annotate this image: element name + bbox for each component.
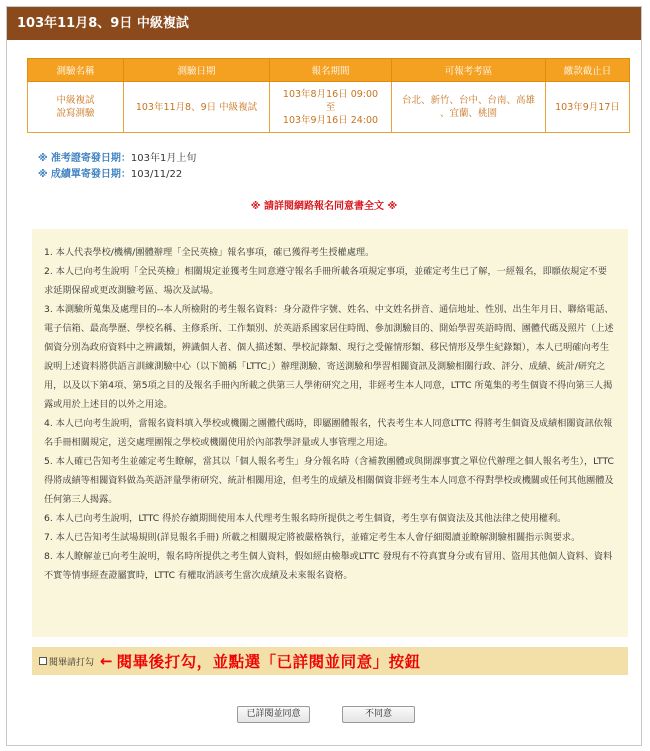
registration-period-cell — [270, 82, 392, 133]
exam-date-cell: 103年11月8、9日 中級複試 — [124, 82, 270, 133]
mailing-dates — [38, 151, 196, 183]
column-header: 報名期間 — [270, 59, 392, 82]
table-header-row — [28, 59, 630, 82]
agreement-text — [32, 229, 628, 637]
column-header: 可報考考區 — [392, 59, 546, 82]
exam-name-line: 中級複試 — [56, 95, 95, 106]
period-to: 至 — [325, 101, 336, 113]
score-date-label: 成績單寄發日期： — [50, 169, 131, 180]
column-header: 測驗名稱 — [28, 59, 124, 82]
agreement-item: 5. 本人確已告知考生並確定考生瞭解，當其以「個人報名考生」身分報名時（含補教團體或與開課事實之單位代辦理之個人報名考生），LTTC 得將成績等相關資料做為英語評量學術研究、統計相關用途，但考生的成績及相關個資非經考生本人同意不得對學校或機關或任何其他團體及任何第三人揭露。 — [44, 456, 614, 505]
table-row — [28, 82, 630, 133]
disagree-button[interactable]: 不同意 — [342, 706, 415, 723]
period-start: 103年8月16日 09:00 — [282, 88, 379, 100]
agreement-item: 8. 本人瞭解並已向考生說明，報名時所提供之考生個人資料，假如經由檢舉或LTTC 發現有不符真實身分或有冒用、盜用其他個人資料、資料不實等情事經查證屬實時，LTTC 有權取消該考生當次成績及未來報名資格。 — [44, 551, 613, 581]
areas-line: 、宜蘭、桃園 — [439, 108, 497, 119]
confirm-row — [32, 647, 628, 675]
agree-button[interactable]: 已詳閱並同意 — [237, 706, 310, 723]
areas-line: 台北、新竹、台中、台南、高雄 — [401, 95, 535, 106]
payment-deadline-cell: 103年9月17日 — [546, 82, 630, 133]
instruction-hint: 閱畢後打勾，並點選「已詳閱並同意」按鈕 — [116, 653, 421, 671]
exam-areas-cell — [392, 82, 546, 133]
agreement-item: 6. 本人已向考生說明，LTTC 得於存續期間使用本人代理考生報名時所提供之考生個資，考生享有個資法及其他法律之使用權利。 — [44, 513, 567, 524]
ticket-date-value: 103年1月上旬 — [130, 153, 197, 164]
score-date-row — [38, 167, 196, 183]
column-header: 測驗日期 — [124, 59, 270, 82]
ticket-date-row — [38, 151, 196, 167]
arrow-left-icon: ← — [100, 652, 113, 670]
agreement-item: 3. 本測驗所蒐集及處理目的--本人所檢附的考生報名資料：身分證件字號、姓名、中文姓名拼音、通信地址、性別、出生年月日、聯絡電話、電子信箱、最高學歷、學校名稱、主修系所、工作類別、於英語系國家居住時間、參加測驗目的、開始學習英語時間、團體代碼及照片（上述個資分別為政府資料中之辨識類，辨識個人者、個人描述類、學校記錄類、現行之受僱情形類、移民情形及學生紀錄類），本人已明確向考生說明上述資料將供語言訓練測驗中心（以下簡稱「LTTC」）辦理測驗、寄送測驗和學習相關資訊及測驗相關行政、評分、成績、統計/研究之用，以及以下第4項、第5項之目的及報名手冊內所載之供第三人學術研究之用，非經考生本人同意，LTTC 所蒐集的考生個資不得向第三人揭露或用於上述目的以外之用途。 — [44, 304, 614, 410]
page-title: 103年11月8、9日 中級複試 — [7, 7, 641, 40]
exam-name-line: 說寫測驗 — [56, 108, 95, 119]
registration-panel — [6, 6, 642, 746]
agreement-item: 7. 本人已告知考生試場規則(詳見報名手冊) 所載之相關規定將被嚴格執行，並確定考生本人會仔細閱讀並瞭解測驗相關指示與要求。 — [44, 532, 581, 543]
exam-info-table — [27, 58, 630, 133]
column-header: 繳款截止日 — [546, 59, 630, 82]
agreement-notice: ※ 請詳閱網路報名同意書全文 ※ — [250, 201, 398, 212]
ticket-date-label: 准考證寄發日期： — [50, 153, 131, 164]
reference-mark-icon: ※ — [38, 153, 48, 164]
agreement-item: 2. 本人已向考生說明「全民英檢」相關規定並獲考生同意遵守報名手冊所載各項規定事項，並確定考生已了解，一經報名，即願依規定不要求延期保留或更改測驗考區、場次及試場。 — [44, 266, 607, 296]
period-end: 103年9月16日 24:00 — [282, 114, 379, 126]
reference-mark-icon: ※ — [38, 169, 48, 180]
read-confirm-checkbox[interactable] — [39, 657, 47, 665]
agreement-item: 1. 本人代表學校/機構/團體辦理「全民英檢」報名事項，確已獲得考生授權處理。 — [44, 247, 375, 258]
exam-name-cell — [28, 82, 124, 133]
agreement-item: 4. 本人已向考生說明，當報名資料填入學校或機關之團體代碼時，即屬團體報名，代表考生本人同意LTTC 得將考生個資及成績相關資訊依報名手冊相關規定，送交處理團報之學校或機關使用於內部教學評量或人事管理之用途。 — [44, 418, 613, 448]
read-confirm-label[interactable]: 閱畢請打勾 — [49, 657, 95, 668]
score-date-value: 103/11/22 — [130, 169, 183, 180]
